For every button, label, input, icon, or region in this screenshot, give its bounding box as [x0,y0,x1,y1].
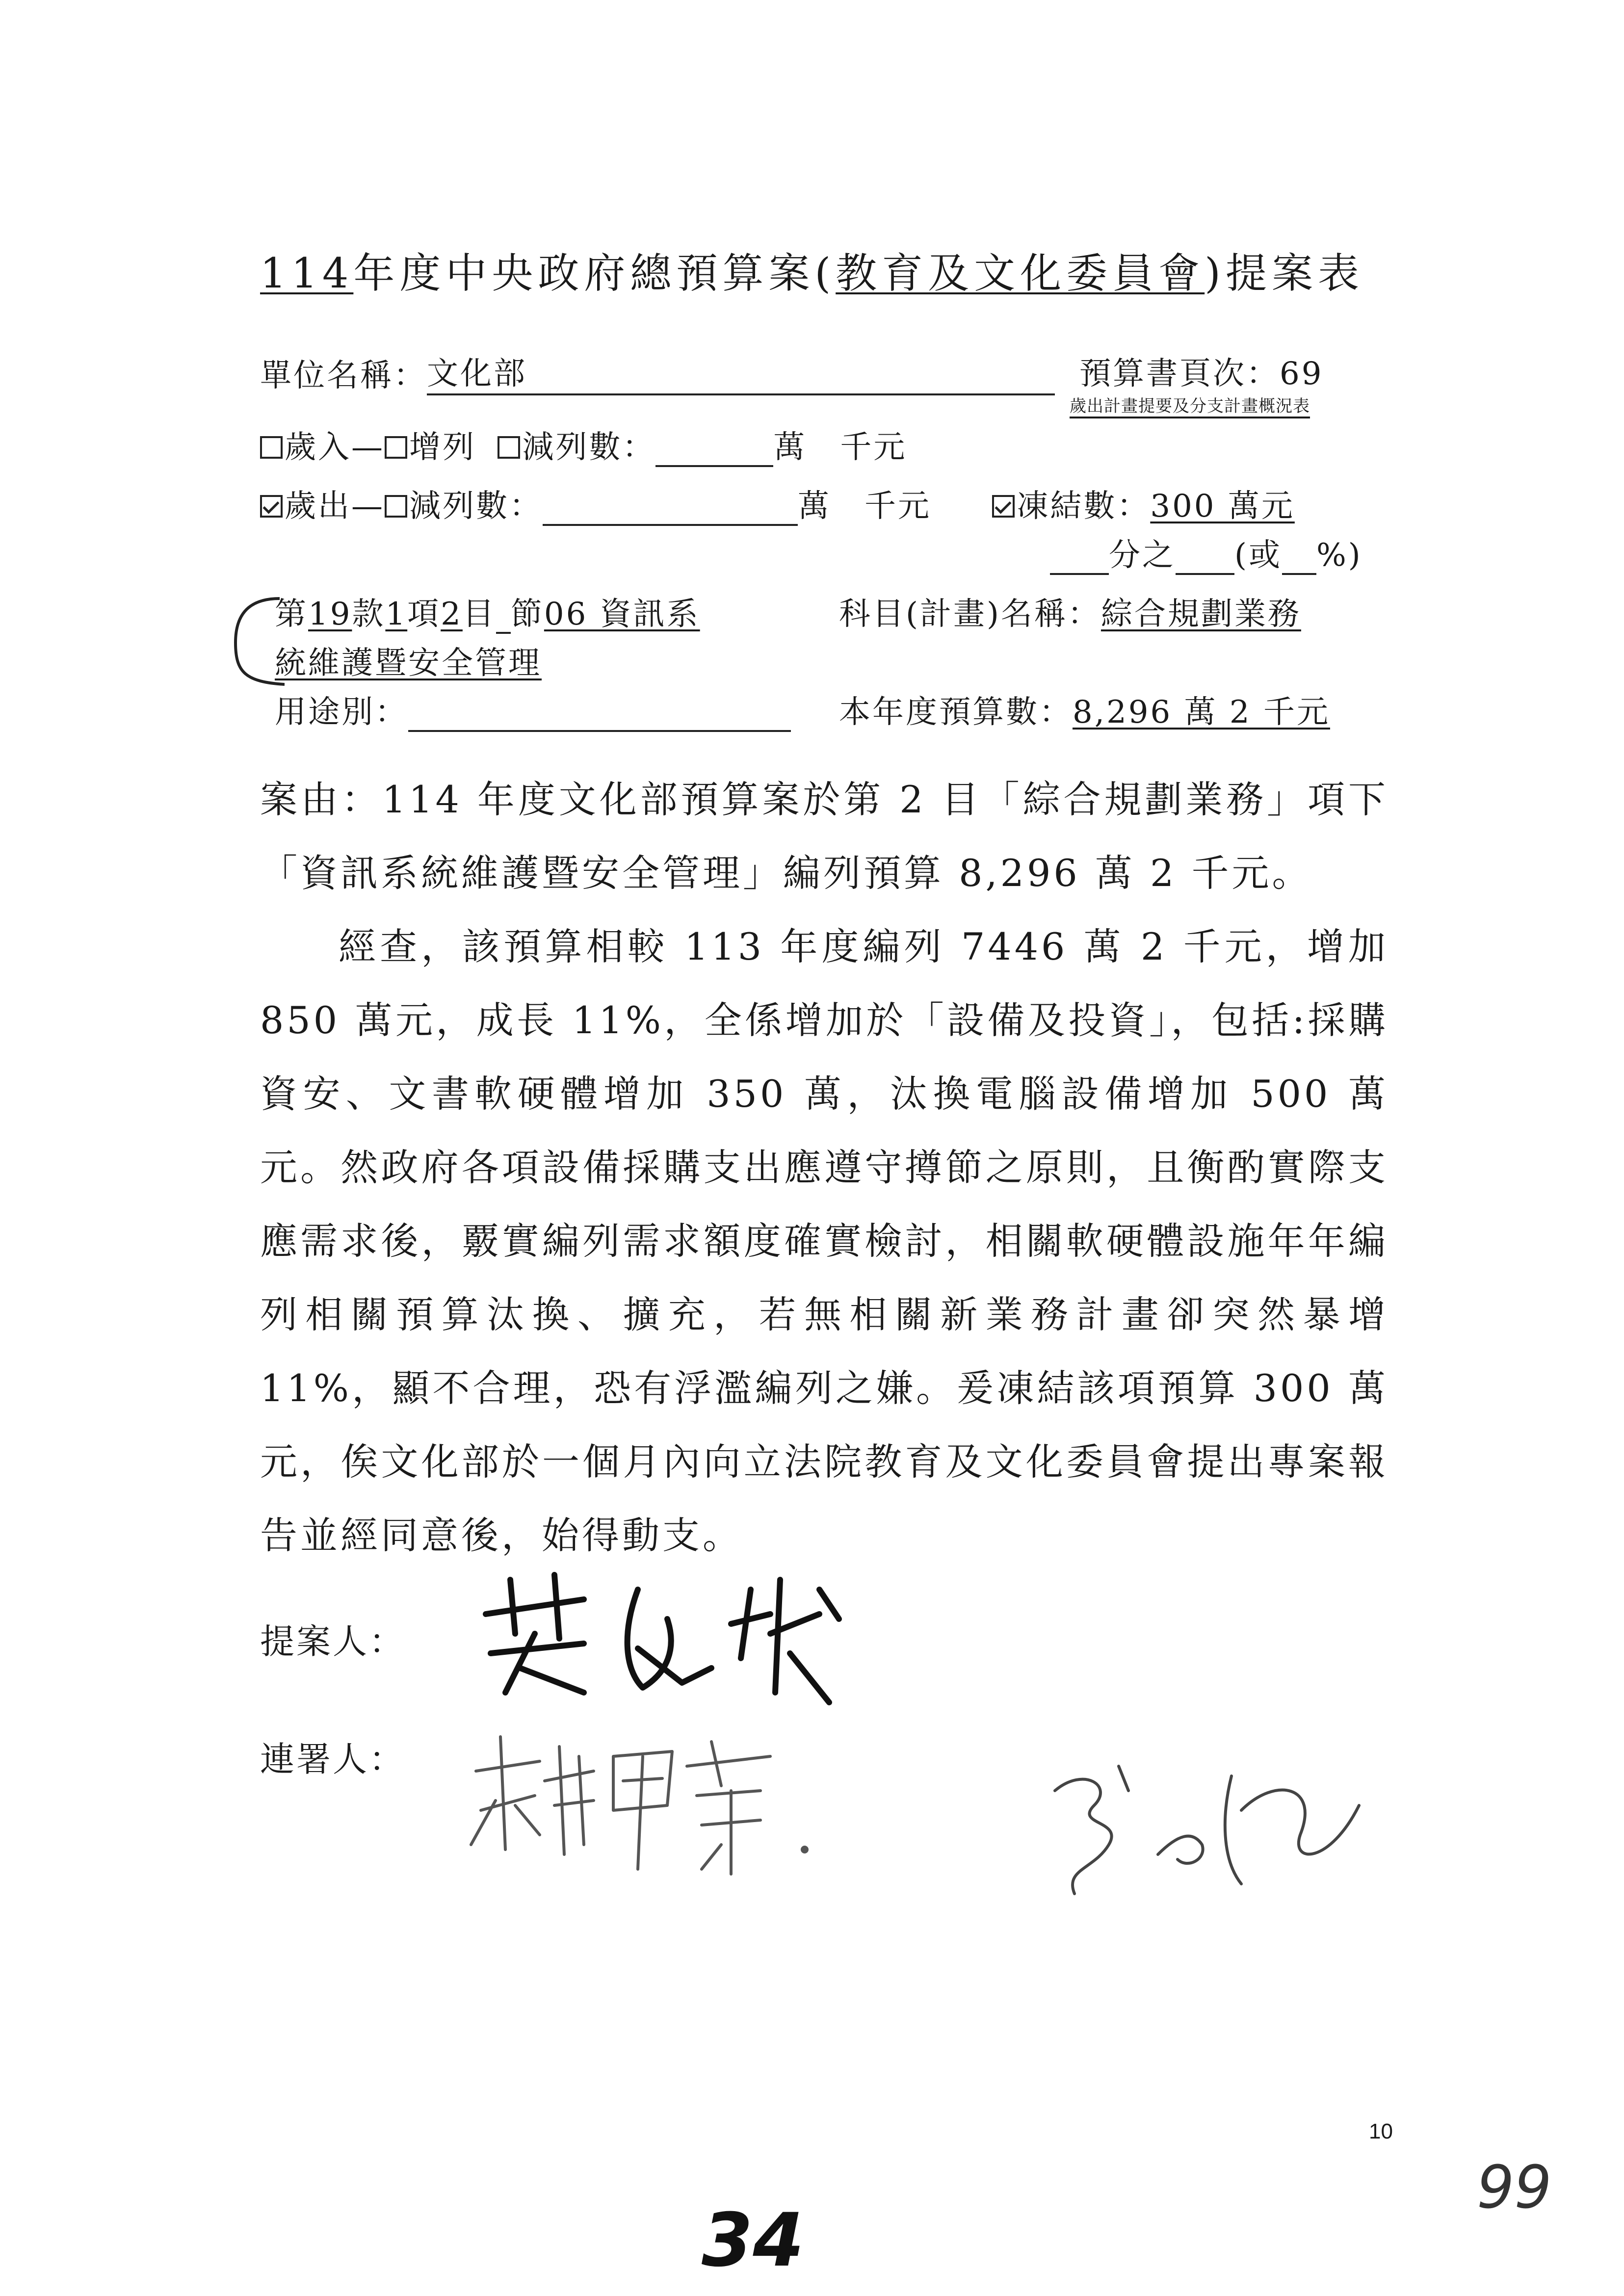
expense-row [260,481,1295,526]
page-ref-note: 歲出計畫提要及分支計畫概況表 [1070,396,1310,416]
item-row-1 [275,589,700,634]
unit-row [260,348,1055,395]
freeze-amount: 300 萬元 [1150,488,1295,524]
title-part2: )提案表 [1205,249,1364,297]
use-label: 用途別： [275,694,408,731]
use-row [275,687,791,732]
budget-amount: 8,296 萬 2 千元 [1073,694,1330,731]
expense-decrease-checkbox[interactable] [385,495,407,518]
expense-checkbox[interactable] [260,495,283,518]
item-mu-label: 目 [462,596,496,632]
item-row-2: 統維護暨安全管理 [275,645,542,681]
subject-name: 綜合規劃業務 [1100,596,1301,632]
item-kuan: 19 [308,596,352,632]
item-xiang-label: 項 [407,596,441,632]
proposer-signature [476,1560,859,1707]
expense-label: 歲出— [285,488,385,524]
revenue-decrease-label: 減列數： [522,429,656,466]
item-jie: 06 資訊系 [544,596,700,632]
revenue-increase-checkbox[interactable] [385,436,407,459]
item-prefix: 第 [275,596,308,632]
proposal-body [260,763,1388,1572]
item-kuan-label: 款 [352,596,386,632]
item-jie-label: 節 [510,596,544,632]
fraction-percent-field [1282,573,1316,575]
cosigner-label: 連署人： [260,1739,405,1779]
fraction-end: %) [1316,537,1362,574]
item-xiang: 1 [385,596,408,632]
subject-row [839,589,1301,634]
title-year: 114 [260,249,354,297]
revenue-decrease-checkbox[interactable] [498,436,520,459]
document-title [0,240,1624,300]
body-paragraph-2: 經查，該預算相較 113 年度編列 7446 萬 2 千元，增加 850 萬元，成長 11%，全係增加於「設備及投資」，包括:採購資安、文書軟硬體增加 350 萬，汰換電腦設備增加 500 萬元。然政府各項設備採購支出應遵守撙節之原則，且衡酌實際支應需求後，覈實編列需求額度確實檢討，相關軟硬體設施年年編列相關預算汰換、擴充，若無相關新業務計畫卻突然暴增 11%，顯不合理，恐有浮濫編列之嫌。爰凍結該項預算 300 萬元，俟文化部於一個月內向立法院教育及文化委員會提出專案報告並經同意後，始得動支。 [260,925,1388,1557]
handwritten-corner-number: 99 [1477,2154,1552,2222]
fraction-or: (或 [1234,537,1282,574]
revenue-unit: 萬 千元 [773,429,907,466]
budget-row [839,687,1330,732]
cosigner-signature-1 [466,1727,868,1884]
revenue-amount-field [655,465,773,467]
unit-name-field [427,348,1055,395]
revenue-increase-label: 增列 [409,429,476,466]
item-jie-blank [496,632,511,634]
expense-unit: 萬 千元 [798,488,931,524]
title-part1: 年度中央政府總預算案( [353,249,836,297]
handwritten-page-number: 34 [702,2198,804,2283]
cosigner-signature-2 [1045,1747,1379,1904]
freeze-fraction [1050,530,1362,575]
title-committee: 教育及文化委員會 [836,249,1205,297]
revenue-checkbox[interactable] [260,436,283,459]
fraction-mid: 分之 [1109,537,1176,574]
revenue-label: 歲入— [285,429,385,466]
proposer-label: 提案人： [260,1621,405,1662]
item-mu: 2 [441,596,463,632]
revenue-row [260,422,907,467]
subject-label: 科目(計畫)名稱： [839,596,1101,632]
expense-amount-field [543,524,798,526]
freeze-checkbox[interactable] [992,495,1015,518]
unit-name: 文化部 [427,356,527,392]
unit-label: 單位名稱： [260,358,427,394]
freeze-label: 凍結數： [1017,488,1151,524]
use-field [408,730,791,732]
expense-decrease-label: 減列數： [409,488,543,524]
fraction-numerator-field [1176,573,1234,575]
body-paragraph-1: 案由：114 年度文化部預算案於第 2 目「綜合規劃業務」項下「資訊系統維護暨安全管理」編列預算 8,296 萬 2 千元。 [260,778,1388,895]
page-ref: 預算書頁次：69 [1079,356,1324,392]
fraction-denominator-field [1050,573,1109,575]
page-number: 10 [1369,2119,1393,2143]
budget-label: 本年度預算數： [839,694,1073,731]
